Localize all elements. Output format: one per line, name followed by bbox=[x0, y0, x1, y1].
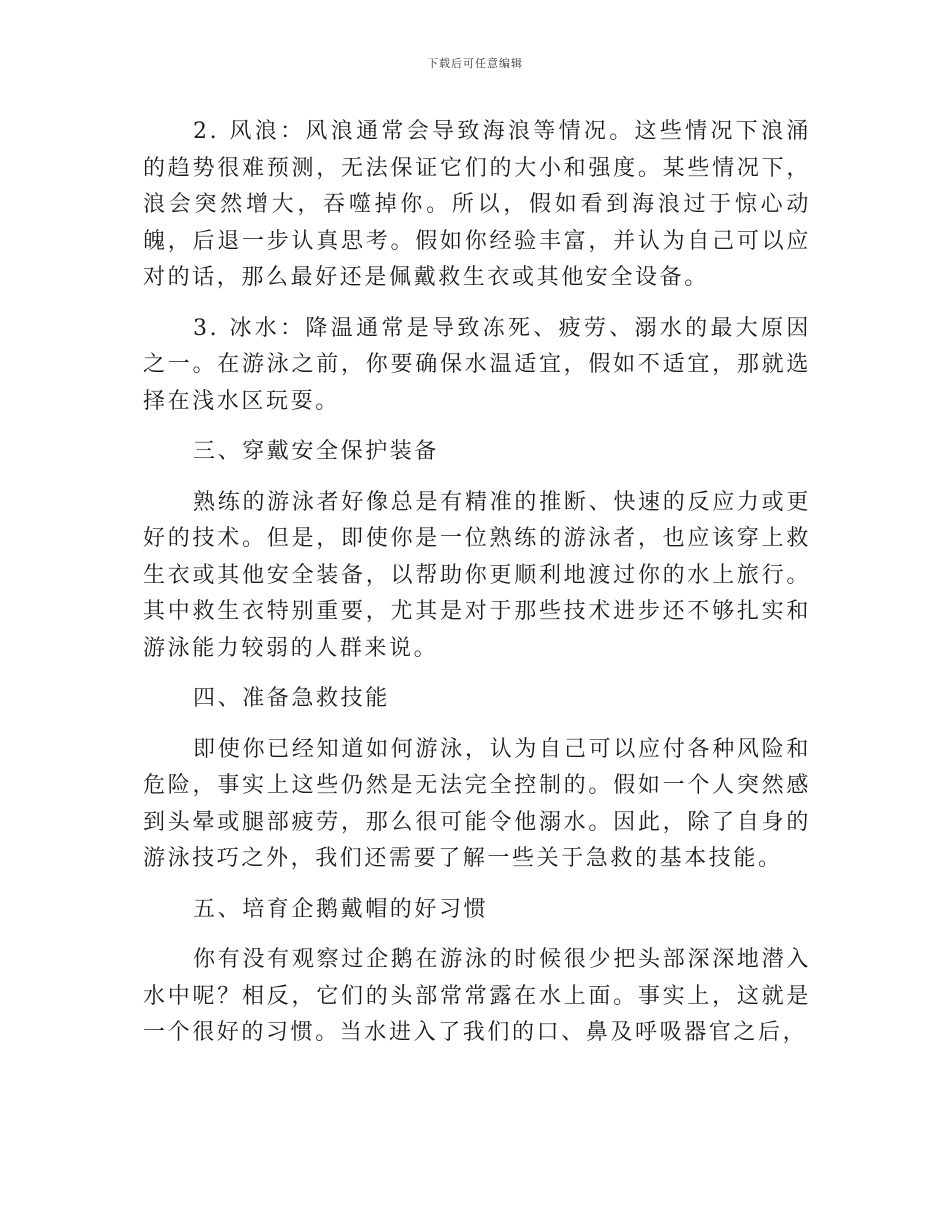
paragraph-first-aid: 即使你已经知道如何游泳，认为自己可以应付各种风险和危险，事实上这些仍然是无法完全控制的。假如一个人突然感到头晕或腿部疲劳，那么很可能令他溺水。因此，除了自身的游泳技巧之外，我们还需要了解一些关于急救的基本技能。 bbox=[143, 736, 811, 871]
document-body bbox=[143, 114, 811, 1066]
page-header: 下载后可任意编辑 bbox=[427, 57, 523, 70]
paragraph-safety-gear: 熟练的游泳者好像总是有精准的推断、快速的反应力或更好的技术。但是，即使你是一位熟练的游泳者，也应该穿上救生衣或其他安全装备，以帮助你更顺利地渡过你的水上旅行。其中救生衣特别重要，尤其是对于那些技术进步还不够扎实和游泳能力较弱的人群来说。 bbox=[143, 489, 811, 661]
section-heading-first-aid: 四、准备急救技能 bbox=[193, 686, 390, 711]
paragraph-penguin-habit: 你有没有观察过企鹅在游泳的时候很少把头部深深地潜入水中呢？相反，它们的头部常常露在水上面。事实上，这就是一个很好的习惯。当水进入了我们的口、鼻及呼吸器官之后， bbox=[143, 947, 811, 1045]
section-heading-safety-gear: 三、穿戴安全保护装备 bbox=[193, 439, 440, 464]
paragraph-wind-waves: 2. 风浪：风浪通常会导致海浪等情况。这些情况下浪涌的趋势很难预测，无法保证它们的大小和强度。某些情况下，浪会突然增大，吞噬掉你。所以，假如看到海浪过于惊心动魄，后退一步认真思考。假如你经验丰富，并认为自己可以应对的话，那么最好还是佩戴救生衣或其他安全设备。 bbox=[143, 119, 811, 290]
section-heading-penguin-habit: 五、培育企鹅戴帽的好习惯 bbox=[193, 896, 489, 922]
paragraph-cold-water: 3. 冰水：降温通常是导致冻死、疲劳、溺水的最大原因之一。在游泳之前，你要确保水温适宜，假如不适宜，那就选择在浅水区玩耍。 bbox=[143, 315, 811, 414]
